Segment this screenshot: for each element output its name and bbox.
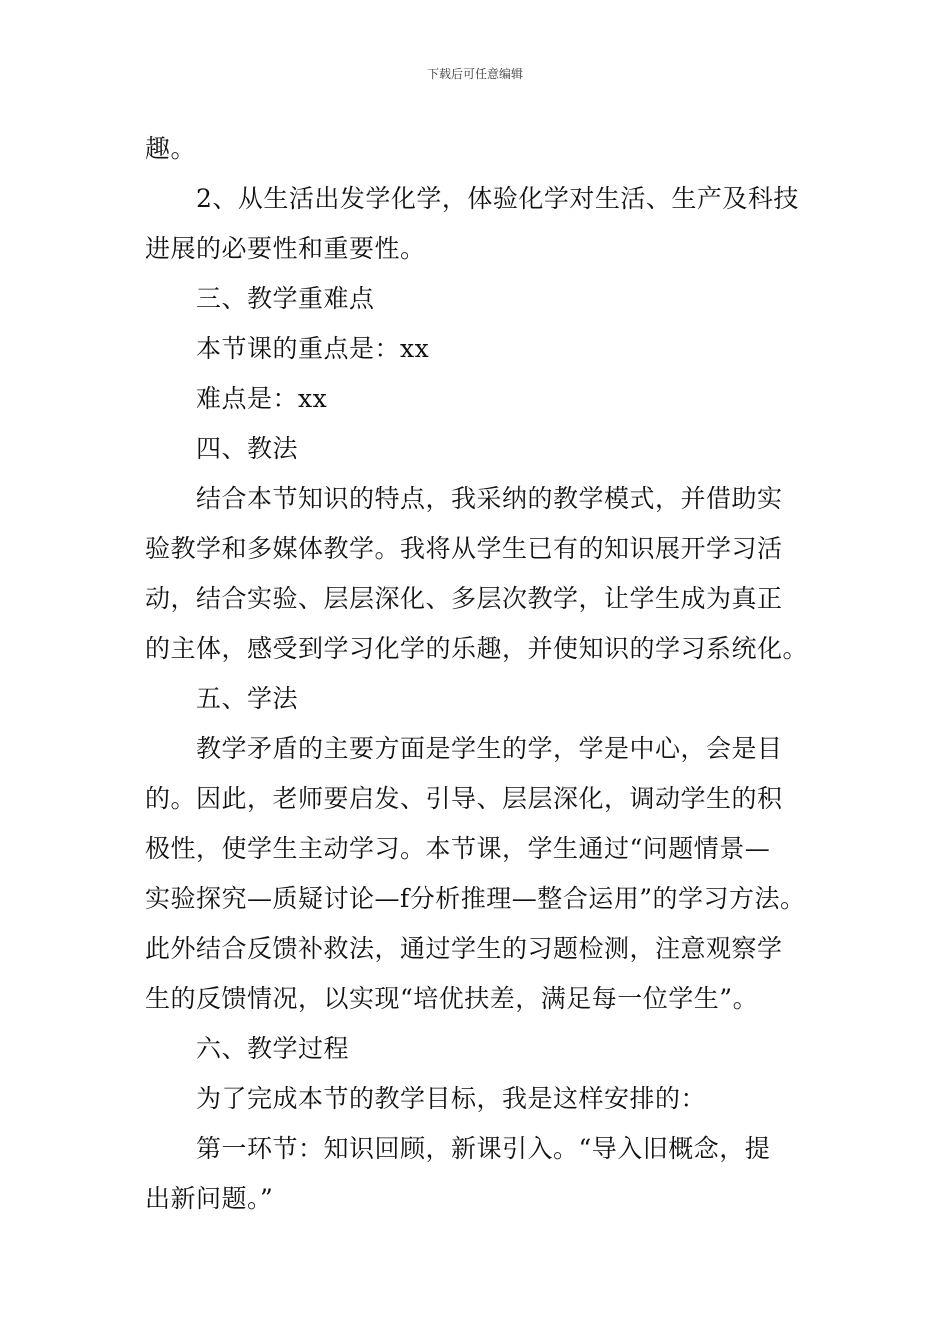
section-heading: 六、教学过程 [196,1034,350,1063]
text-line: 教学矛盾的主要方面是学生的学，学是中心，会是目 [196,734,783,763]
text-line: 的。因此，老师要启发、引导、层层深化，调动学生的积 [145,784,783,813]
text-line: 动，结合实验、层层深化、多层次教学，让学生成为真正 [145,584,783,613]
text-line: 实验探究—质疑讨论—f分析推理—整合运用”的学习方法。 [145,884,806,913]
section-heading: 四、教法 [196,434,299,463]
text-line: 的主体，感受到学习化学的乐趣，并使知识的学习系统化。 [145,634,809,663]
text-line: 极性，使学生主动学习。本节课，学生通过“问题情景— [145,834,771,863]
text-line: 趣。 [145,134,197,163]
text-line: 此外结合反馈补救法，通过学生的习题检测，注意观察学 [145,934,783,963]
text-line: 本节课的重点是：xx [196,334,430,363]
text-line: 进展的必要性和重要性。 [145,234,426,263]
text-line: 2、从生活出发学化学，体验化学对生活、生产及科技 [196,184,799,213]
section-heading: 三、教学重难点 [196,284,375,313]
page-header: 下载后可任意编辑 [426,67,523,81]
text-line: 难点是：xx [196,384,328,413]
text-line: 生的反馈情况，以实现“培优扶差，满足每一位学生”。 [145,984,759,1013]
text-line: 验教学和多媒体教学。我将从学生已有的知识展开学习活 [145,534,783,563]
document-body [145,124,825,1224]
text-line: 第一环节：知识回顾，新课引入。“导入旧概念，提 [196,1134,771,1163]
section-heading: 五、学法 [196,684,299,713]
text-line: 结合本节知识的特点，我采纳的教学模式，并借助实 [196,484,783,513]
text-line: 出新问题。” [145,1184,274,1213]
text-line: 为了完成本节的教学目标，我是这样安排的： [196,1084,707,1113]
